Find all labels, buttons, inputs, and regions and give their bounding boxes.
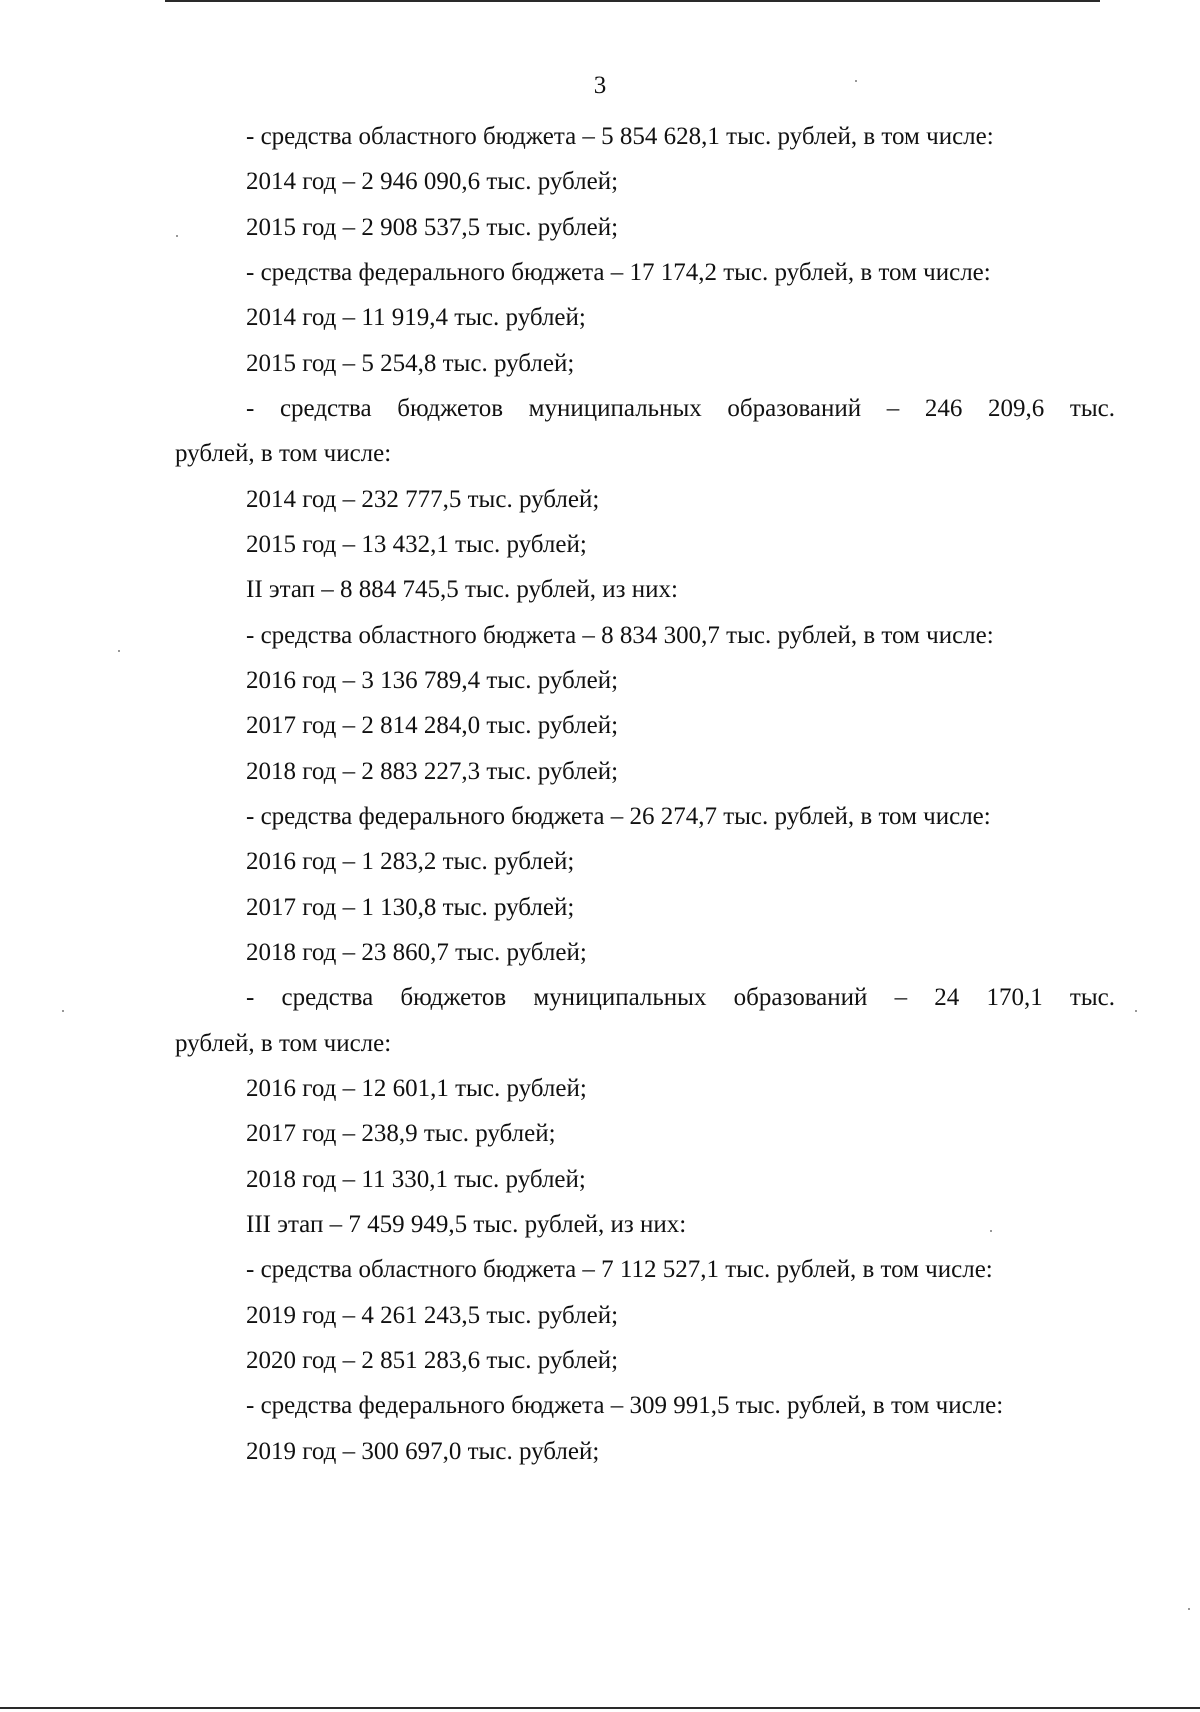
scan-speck [1135, 1010, 1137, 1012]
year-2014-federal-line: 2014 год – 11 919,4 тыс. рублей; [246, 304, 586, 332]
year-2018-municipal-line: 2018 год – 11 330,1 тыс. рублей; [246, 1165, 586, 1193]
year-2014-regional-line: 2014 год – 2 946 090,6 тыс. рублей; [246, 168, 619, 196]
federal-budget-stage2-line: - средства федерального бюджета – 26 274,7 тыс. рублей, в том числе: [246, 802, 991, 830]
year-2018-regional-line: 2018 год – 2 883 227,3 тыс. рублей; [246, 757, 619, 785]
stage-2-line: II этап – 8 884 745,5 тыс. рублей, из них: [246, 576, 678, 604]
federal-budget-stage1-line: - средства федерального бюджета – 17 174,2 тыс. рублей, в том числе: [246, 258, 991, 286]
stage-3-line: III этап – 7 459 949,5 тыс. рублей, из них: [246, 1210, 687, 1238]
municipal-budget-stage2-continuation: рублей, в том числе: [175, 1029, 392, 1057]
municipal-budget-stage2-line: - средства бюджетов муниципальных образований – 24 170,1 тыс. [246, 984, 1115, 1012]
year-2016-federal-line: 2016 год – 1 283,2 тыс. рублей; [246, 848, 575, 876]
year-2016-regional-line: 2016 год – 3 136 789,4 тыс. рублей; [246, 666, 619, 694]
year-2019-federal-line: 2019 год – 300 697,0 тыс. рублей; [246, 1437, 600, 1465]
year-2014-municipal-line: 2014 год – 232 777,5 тыс. рублей; [246, 485, 600, 513]
year-2019-regional-line: 2019 год – 4 261 243,5 тыс. рублей; [246, 1301, 619, 1329]
year-2015-municipal-line: 2015 год – 13 432,1 тыс. рублей; [246, 530, 587, 558]
year-2015-regional-line: 2015 год – 2 908 537,5 тыс. рублей; [246, 213, 619, 241]
scan-speck [1188, 1608, 1190, 1610]
municipal-budget-stage1-line: - средства бюджетов муниципальных образований – 246 209,6 тыс. [246, 394, 1115, 422]
scan-speck [855, 80, 857, 82]
year-2017-regional-line: 2017 год – 2 814 284,0 тыс. рублей; [246, 712, 619, 740]
year-2017-federal-line: 2017 год – 1 130,8 тыс. рублей; [246, 893, 575, 921]
regional-budget-stage3-line: - средства областного бюджета – 7 112 527,1 тыс. рублей, в том числе: [246, 1256, 993, 1284]
scan-speck [118, 650, 120, 652]
bottom-scan-edge [0, 1707, 1200, 1709]
year-2016-municipal-line: 2016 год – 12 601,1 тыс. рублей; [246, 1074, 587, 1102]
year-2015-federal-line: 2015 год – 5 254,8 тыс. рублей; [246, 349, 575, 377]
top-scan-edge [165, 0, 1100, 2]
year-2020-regional-line: 2020 год – 2 851 283,6 тыс. рублей; [246, 1346, 619, 1374]
year-2017-municipal-line: 2017 год – 238,9 тыс. рублей; [246, 1120, 556, 1148]
document-body [175, 114, 1115, 1474]
municipal-budget-stage1-continuation: рублей, в том числе: [175, 440, 392, 468]
scan-speck [62, 1010, 64, 1012]
page-number: 3 [593, 72, 607, 99]
regional-budget-stage2-line: - средства областного бюджета – 8 834 300,7 тыс. рублей, в том числе: [246, 621, 994, 649]
federal-budget-stage3-line: - средства федерального бюджета – 309 991,5 тыс. рублей, в том числе: [246, 1392, 1004, 1420]
regional-budget-stage1-line: - средства областного бюджета – 5 854 628,1 тыс. рублей, в том числе: [246, 123, 994, 150]
year-2018-federal-line: 2018 год – 23 860,7 тыс. рублей; [246, 938, 587, 966]
scan-speck [990, 1230, 992, 1232]
scan-speck [176, 235, 178, 237]
